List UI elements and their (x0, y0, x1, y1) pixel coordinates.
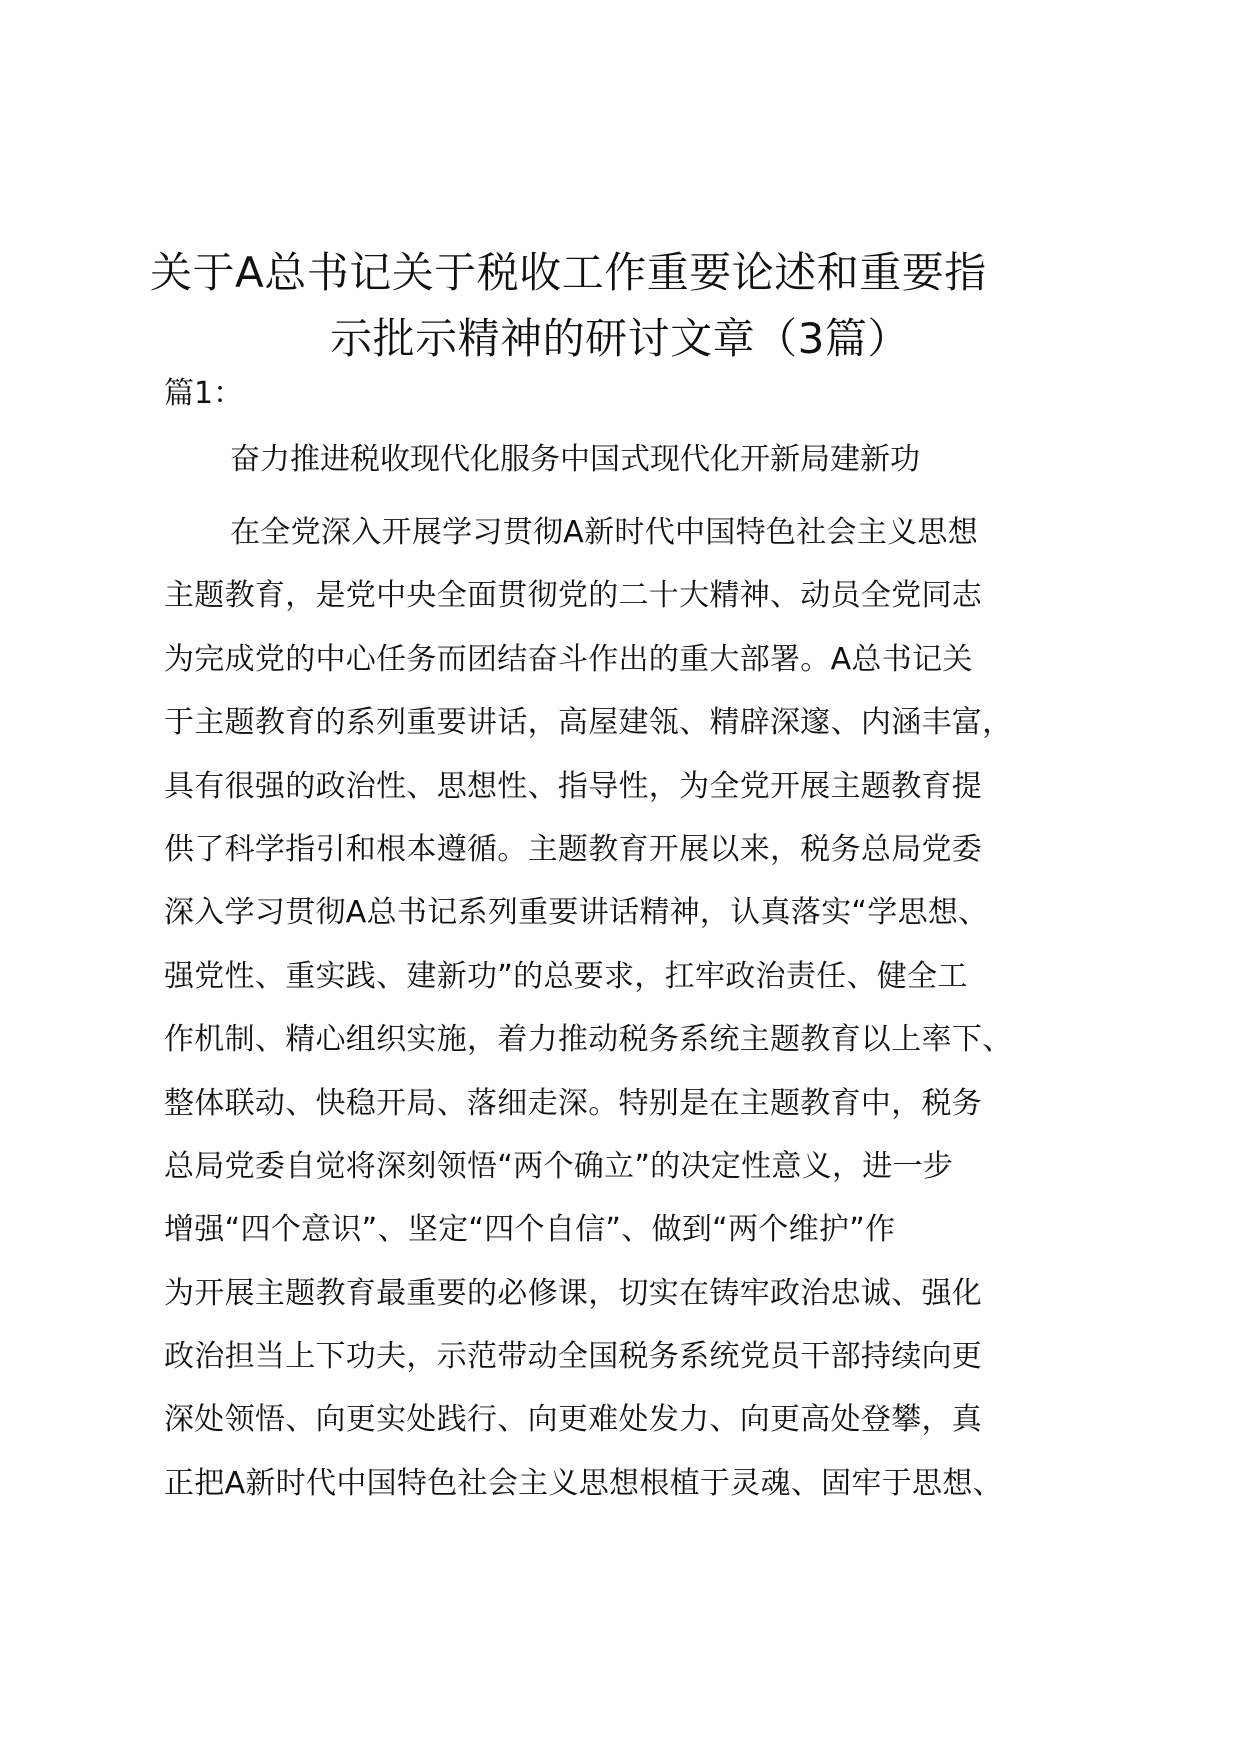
body-line: 具有很强的政治性、思想性、指导性，为全党开展主题教育提 (164, 768, 983, 804)
section-label: 篇1： (164, 376, 244, 411)
body-line: 正把A新时代中国特色社会主义思想根植于灵魂、固牢于思想、 (164, 1465, 1003, 1501)
body-line: 在全党深入开展学习贯彻A新时代中国特色社会主义思想 (230, 515, 979, 550)
title-line: 关于A总书记关于税收工作重要论述和重要指 (150, 248, 987, 297)
body-line: 深入学习贯彻A总书记系列重要讲话精神，认真落实“学思想、 (164, 895, 989, 931)
title-line: 示批示精神的研讨文章（3篇） (330, 314, 910, 363)
body-line: 为完成党的中心任务而团结奋斗作出的重大部署。A总书记关 (164, 641, 973, 677)
body-line: 强党性、重实践、建新功”的总要求，扛牢政治责任、健全工 (164, 958, 968, 994)
article-subtitle: 奋力推进税收现代化服务中国式现代化开新局建新功 (230, 442, 920, 477)
body-line: 为开展主题教育最重要的必修课，切实在铸牢政治忠诚、强化 (164, 1275, 983, 1311)
body-line: 深处领悟、向更实处践行、向更难处发力、向更高处登攀，真 (164, 1402, 983, 1438)
article-body (164, 501, 1104, 1515)
body-line: 作机制、精心组织实施，着力推动税务系统主题教育以上率下、 (164, 1022, 1013, 1058)
body-line: 整体联动、快稳开局、落细走深。特别是在主题教育中，税务 (164, 1085, 983, 1121)
body-line: 主题教育，是党中央全面贯彻党的二十大精神、动员全党同志 (164, 578, 983, 614)
body-line: 于主题教育的系列重要讲话，高屋建瓴、精辟深邃、内涵丰富， (164, 705, 1013, 741)
body-line: 政治担当上下功夫，示范带动全国税务系统党员干部持续向更 (164, 1339, 983, 1375)
document-title (150, 240, 1090, 372)
body-line: 总局党委自觉将深刻领悟“两个确立”的决定性意义，进一步 (164, 1148, 954, 1184)
body-line: 增强“四个意识”、坚定“四个自信”、做到“两个维护”作 (164, 1212, 896, 1248)
body-line: 供了科学指引和根本遵循。主题教育开展以来，税务总局党委 (164, 831, 983, 867)
